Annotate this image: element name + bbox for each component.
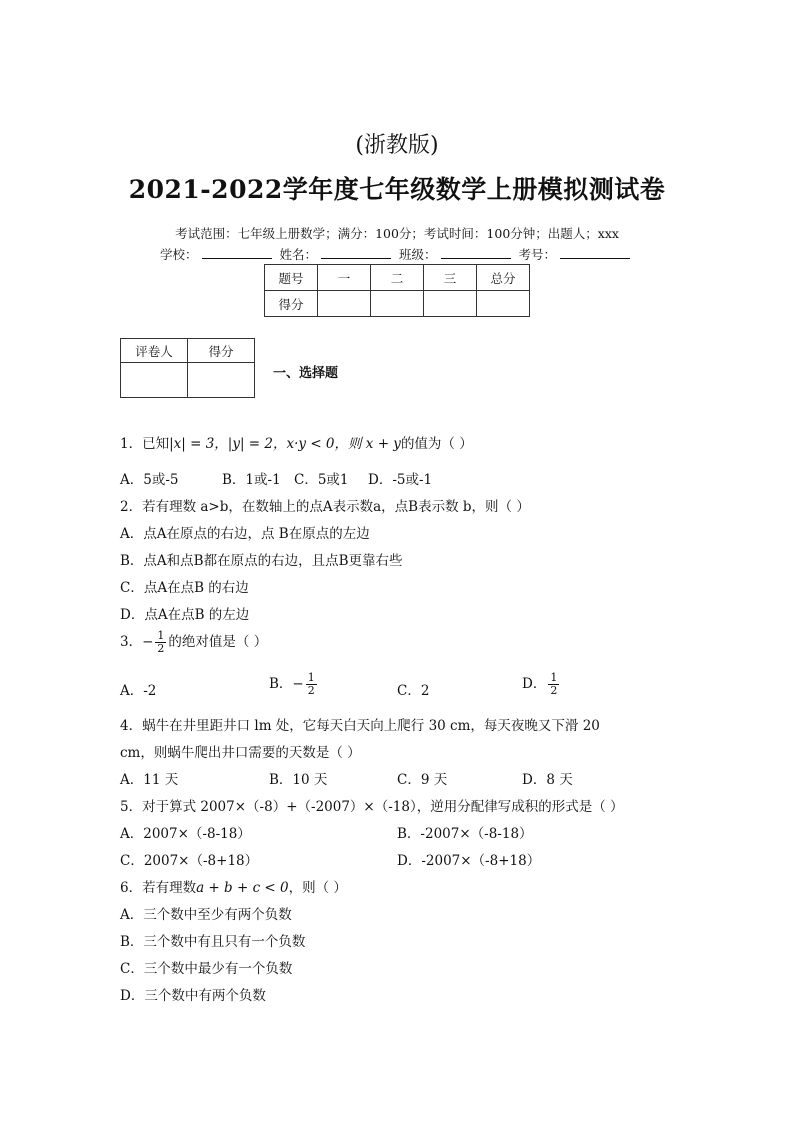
q3-option-b-fraction [306,672,317,697]
q3-b-den: 2 [307,684,315,697]
q1-option-c[interactable]: C．5或1 [294,472,349,488]
score-header-cell: 题号 [265,265,318,291]
score-cell[interactable] [318,291,371,317]
score-cell[interactable] [371,291,424,317]
q6-suffix: ，则（ ） [288,880,347,896]
q6-option-d[interactable]: D．三个数中有两个负数 [120,988,266,1004]
q3-option-a[interactable]: A．-2 [120,683,157,699]
exam-edition: (浙教版) [355,133,439,158]
field-school-blank[interactable] [202,247,272,259]
q3-d-num: 1 [550,671,558,684]
q2-option-a[interactable]: A．点A在原点的右边，点 B在原点的左边 [120,526,370,542]
grader-score-cell[interactable] [188,363,255,398]
score-header-cell: 二 [371,265,424,291]
q6-math: a + b + c < 0 [196,880,289,896]
q3-option-c[interactable]: C．2 [397,683,430,699]
score-header-cell: 总分 [477,265,530,291]
question-1-stem [120,432,473,452]
grader-cell[interactable] [121,363,188,398]
question-6-stem [120,876,347,896]
q3-option-b[interactable] [269,672,319,697]
score-table-score-row [265,291,530,317]
q3-d-den: 2 [550,684,558,697]
q6-prefix: 6．若有理数 [120,880,197,896]
q6-option-a[interactable]: A．三个数中至少有两个负数 [120,907,292,923]
score-header-cell: 三 [424,265,477,291]
q5-option-b[interactable]: B．-2007×（-8-18） [397,826,533,842]
field-id-blank[interactable] [560,247,630,259]
score-header-cell: 一 [318,265,371,291]
section-title: 一、选择题 [273,366,339,381]
q3-frac-num: 1 [157,629,165,642]
score-cell[interactable] [477,291,530,317]
q5-option-d[interactable]: D．-2007×（-8+18） [397,853,541,869]
field-school-label: 学校： [159,247,198,262]
q3-option-d-label: D． [522,676,547,692]
grader-score-header: 得分 [188,339,255,363]
question-5-stem: 5．对于算式 2007×（-8）+（-2007）×（-18），逆用分配律写成积的形式是（ ） [120,799,624,815]
q1-math: |x| = 3，|y| = 2，x·y < 0，则 x + y [169,436,401,452]
field-name-label: 姓名： [279,247,317,262]
q1-prefix: 1．已知 [120,436,170,452]
q3-sign: − [142,634,154,650]
q1-option-d[interactable]: D．-5或-1 [368,472,433,488]
question-3-stem [120,630,267,655]
question-4-stem-line1: 4．蜗牛在井里距井口 lm 处，它每天白天向上爬行 30 cm，每天夜晚又下滑 20 [120,718,600,734]
q6-option-b[interactable]: B．三个数中有且只有一个负数 [120,934,306,950]
q4-option-b[interactable]: B．10 天 [269,772,328,788]
q3-fraction [155,630,166,655]
q4-option-d[interactable]: D．8 天 [522,772,573,788]
q2-option-b[interactable]: B．点A和点B都在原点的右边，且点B更靠右些 [120,553,403,569]
q4-option-a[interactable]: A．11 天 [120,772,179,788]
exam-info: 考试范围：七年级上册数学；满分：100分；考试时间：100分钟；出题人；xxx [175,226,619,241]
q1-option-a[interactable]: A．5或-5 [120,472,179,488]
student-fields [0,245,794,263]
score-table [264,264,530,317]
exam-title: 2021-2022学年度七年级数学上册模拟测试卷 [128,175,666,204]
q3-b-num: 1 [307,671,315,684]
field-id-label: 考号： [518,247,556,262]
q1-option-b[interactable]: B．1或-1 [222,472,281,488]
q5-option-a[interactable]: A．2007×（-8-18） [120,826,251,842]
score-table-header-row [265,265,530,291]
grader-table [120,338,255,398]
q5-option-c[interactable]: C．2007×（-8+18） [120,853,259,869]
q3-option-b-label: B． [269,676,293,692]
field-class-label: 班级： [398,247,437,262]
q2-option-d[interactable]: D．点A在点B 的左边 [120,607,250,623]
grader-header: 评卷人 [121,339,188,363]
field-class-blank[interactable] [441,247,511,259]
q3-suffix: 的绝对值是（ ） [168,634,268,650]
question-2-stem: 2．若有理数 a>b，在数轴上的点A表示数a，点B表示数 b，则（ ） [120,499,530,515]
field-name-blank[interactable] [321,247,391,259]
q3-prefix: 3． [120,634,143,650]
question-4-stem-line2: cm，则蜗牛爬出井口需要的天数是（ ） [120,745,361,761]
q4-option-c[interactable]: C．9 天 [397,772,448,788]
q3-frac-den: 2 [157,642,165,655]
q3-option-d[interactable] [522,672,561,697]
q6-option-c[interactable]: C．三个数中最少有一个负数 [120,961,293,977]
q2-option-c[interactable]: C．点A在点B 的右边 [120,580,249,596]
q1-suffix: 的值为（ ） [400,436,473,452]
score-row-label: 得分 [265,291,318,317]
q3-option-b-sign: − [292,676,304,692]
q3-option-d-fraction [548,672,559,697]
score-cell[interactable] [424,291,477,317]
